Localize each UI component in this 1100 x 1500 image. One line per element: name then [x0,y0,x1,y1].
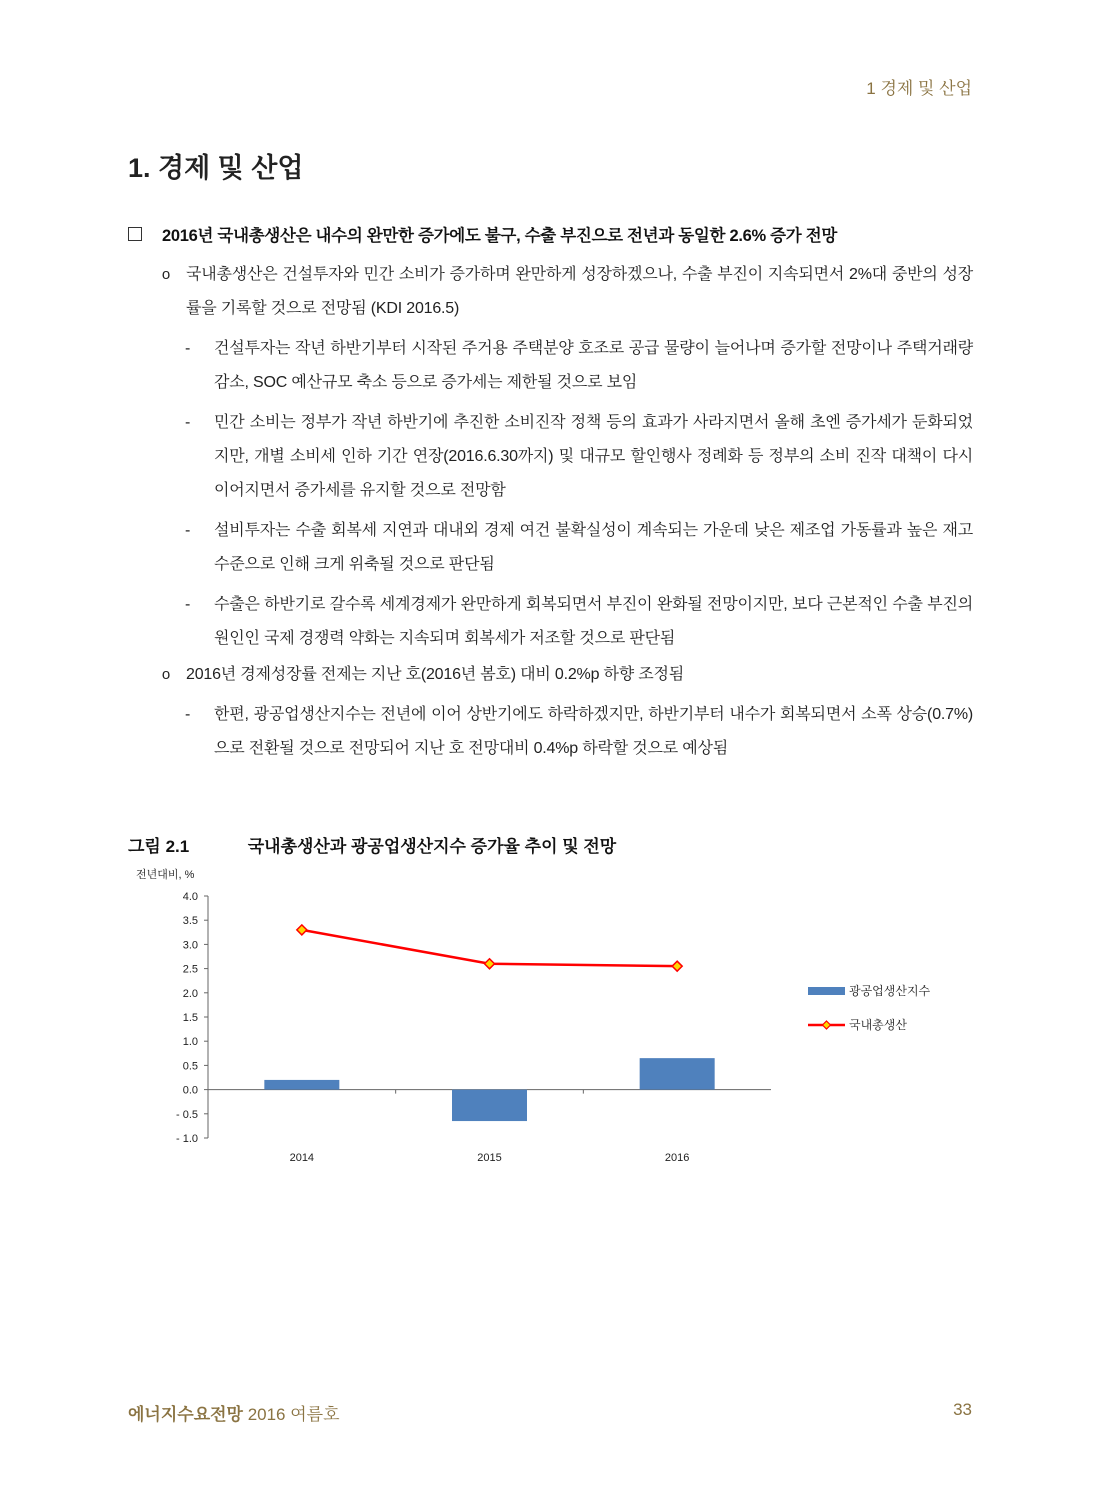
x-tick-label: 2016 [664,1152,690,1164]
bullet-text: 2016년 경제성장률 전제는 지난 호(2016년 봄호) 대비 0.2%p 하향 조정됨 [186,666,685,683]
figure-title: 국내총생산과 광공업생산지수 증가율 추이 및 전망 [247,837,617,856]
bar [452,1090,527,1121]
sub-bullet-item [185,698,973,766]
y-tick-label: 0.5 [182,1060,198,1073]
dash-bullet-icon: - [185,706,191,723]
line-point [672,961,682,971]
headline [128,222,973,246]
line-point [485,959,495,969]
legend-label: 광공업생산지수 [849,984,931,998]
x-tick-label: 2014 [289,1152,315,1164]
figure-caption [128,832,828,857]
y-tick-label: - 1.0 [175,1133,198,1145]
sub-bullet-text: 한편, 광공업생산지수는 전년에 이어 상반기에도 하락하겠지만, 하반기부터 내수가 회복되면서 소폭 상승(0.7%)으로 전환될 것으로 전망되어 지난 호 전망대비 0.4%p 하락할 것으로 예상됨 [214,706,973,757]
y-tick-label: 0.0 [182,1084,198,1097]
y-tick-label: 1.0 [182,1036,198,1049]
sub-bullet-text: 건설투자는 작년 하반기부터 시작된 주거용 주택분양 호조로 공급 물량이 늘어나며 증가할 전망이나 주택거래량 감소, SOC 예산규모 축소 등으로 증가세는 제한될 것으로 보임 [214,340,973,391]
body-text [128,222,973,768]
footer-publication-bold: 에너지수요전망 [128,1405,243,1424]
circle-bullet-icon: o [161,266,171,283]
headline-text: 2016년 국내총생산은 내수의 완만한 증가에도 불구, 수출 부진으로 전년과 동일한 2.6% 증가 전망 [162,227,837,245]
sub-bullet-item [185,588,973,656]
y-tick-label: 3.0 [182,939,198,952]
y-tick-label: 4.0 [182,891,198,903]
sub-bullet-item [185,406,973,508]
legend-line-marker [823,1021,831,1029]
sub-bullet-text: 민간 소비는 정부가 작년 하반기에 추진한 소비진작 정책 등의 효과가 사라지면서 올해 초엔 증가세가 둔화되었지만, 개별 소비세 인하 기간 연장(2016.6.30까지) 및 대규모 할인행사 정례화 등 정부의 소비 진작 대책이 다시 이어지면서 증가세를 유지할 것으로 전망함 [214,414,973,499]
footer-publication [128,1400,340,1425]
sub-bullet-item [185,514,973,582]
legend-bar-swatch [808,987,845,995]
y-tick-label: 3.5 [182,915,198,928]
dash-bullet-icon: - [185,522,191,539]
legend-label: 국내총생산 [849,1018,907,1032]
sub-bullet-text: 수출은 하반기로 갈수록 세계경제가 완만하게 회복되면서 부진이 완화될 전망이지만, 보다 근본적인 수출 부진의 원인인 국제 경쟁력 약화는 지속되며 회복세가 저조할 것으로 판단됨 [214,596,973,647]
chart [128,862,968,1182]
running-header: 1 경제 및 산업 [866,79,972,98]
figure-number: 그림 2.1 [128,837,190,856]
line-point [297,925,307,935]
sub-bullet-text: 설비투자는 수출 회복세 지연과 대내외 경제 여건 불확실성이 계속되는 가운데 낮은 제조업 가동률과 높은 재고 수준으로 인해 크게 위축될 것으로 판단됨 [214,522,973,573]
dash-bullet-icon: - [185,414,191,431]
dash-bullet-icon: - [185,340,191,357]
page-number: 33 [953,1400,972,1419]
bar [640,1058,715,1089]
bullet-text: 국내총생산은 건설투자와 민간 소비가 증가하며 완만하게 성장하겠으나, 수출 부진이 지속되면서 2%대 중반의 성장률을 기록할 것으로 전망됨 (KDI 2016.5) [186,266,973,317]
dash-bullet-icon: - [185,596,191,613]
y-axis-label: 전년대비, % [136,869,195,881]
sub-bullet-item [185,332,973,400]
y-tick-label: - 0.5 [175,1108,198,1121]
bar [264,1080,339,1090]
x-tick-label: 2015 [477,1152,502,1164]
footer-publication-rest: 2016 여름호 [242,1405,340,1424]
y-tick-label: 2.0 [182,987,198,1000]
section-title: 1. 경제 및 산업 [128,153,304,183]
y-tick-label: 1.5 [182,1012,198,1024]
bullet-item [146,258,973,326]
checkbox-icon [128,227,142,241]
bullet-item [146,658,973,692]
circle-bullet-icon: o [161,666,171,683]
y-tick-label: 2.5 [182,963,198,976]
